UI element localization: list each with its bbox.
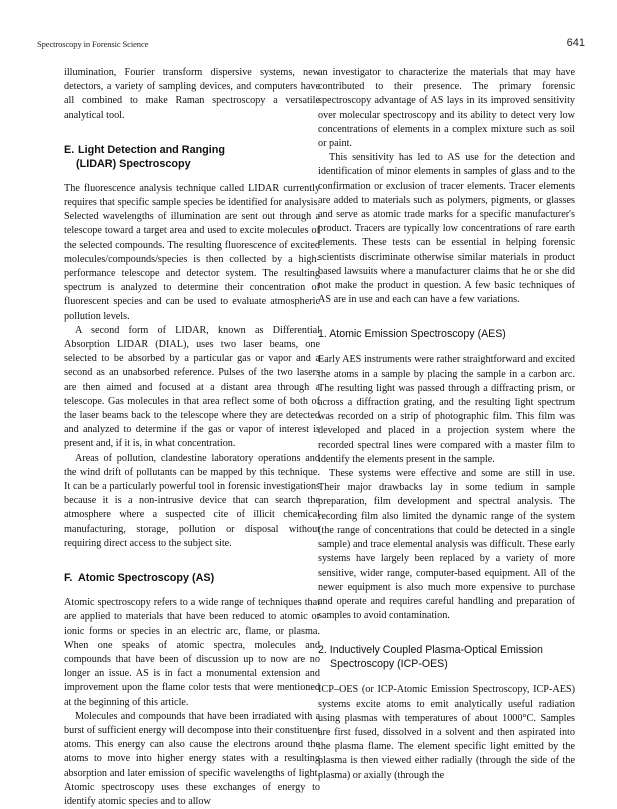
section-heading-f	[64, 571, 320, 585]
paragraph: Areas of pollution, clandestine laboratory operations and the wind drift of pollutants can be mapped by this technique. It can be a particularly powerful tool in forensic investigations because it is a non-intrusive device that can search the atmosphere where a suspected cite of illicit chemical manufacturing, storage, pollution or disposal without requiring direct access to the subject site.	[64, 452, 320, 549]
paragraph: an investigator to characterize the materials that may have contributed to their presence. The primary forensic spectroscopy advantage of AS lays in its improved sensitivity over molecular spectroscopy and its ability to detect very low concentrations of elements in a complex mixture such as soil or paint.	[318, 67, 575, 150]
paragraph: illumination, Fourier transform dispersive systems, new detectors, a variety of sampling devices, and computers have all combined to make Raman spectroscopy a versatile analytical tool.	[64, 67, 320, 121]
subsection-title-line2: Spectroscopy (ICP-OES)	[330, 658, 448, 671]
paragraph: Early AES instruments were rather straightforward and excited the atoms in a sample by placing the sample in a carbon arc. The resulting light was passed through a diffracting prism, or across a diffraction grating, and the resulting light spectrum was recorded on a strip of photographic film. This film was developed and placed in a projection system where the recorded spectral lines were compared with a master film to identify the elements present in the sample.	[318, 354, 575, 465]
paragraph: ICP–OES (or ICP-Atomic Emission Spectroscopy, ICP-AES) systems excite atoms to emit analytically useful radiation using plasmas with temperatures of about 1000°C. Samples are first fused, dissolved in a solvent and then aspirated into the plasma flame. The element specific light emitted by the plasma is then viewed either radially (through the side of the plasma) or axially (through the	[318, 684, 575, 781]
subsection-number: 1.	[318, 328, 327, 341]
subsection-number: 2.	[318, 644, 327, 657]
paragraph: A second form of LIDAR, known as Differential Absorption LIDAR (DIAL), uses two laser beams, one selected to be absorbed by a particular gas or vapor and a second as an unabsorbed reference. Pulses of the two lasers are then aimed and focused at a distant area through a telescope. Gas molecules in that area reflect some of both of the laser beams back to the telescope where they are detected and analyzed to determine if the gas or vapor of interest is present and, if it is, in what concentration.	[64, 324, 320, 450]
subsection-heading-2	[318, 643, 575, 671]
page-number: 641	[566, 37, 585, 49]
subsection-heading-1	[318, 327, 575, 341]
paragraph: These systems were effective and some are still in use. Their major drawbacks lay in some tedium in sample preparation, film development and spectral analysis. The recording film also limited the dynamic range of the system (the range of concentrations that could be detected in a single sample) and trace elemental analysis was difficult. These early systems have largely been replaced by a variety of more sensitive, wider range, computer-based equipment. All of the newer equipment is also much more expensive to purchase and operate and requires careful handling and preparation of samples to avoid contamination.	[318, 468, 575, 622]
running-head	[37, 39, 585, 55]
section-heading-e	[64, 143, 320, 171]
running-head-title: Spectroscopy in Forensic Science	[37, 39, 149, 49]
paragraph: The fluorescence analysis technique called LIDAR currently requires that specific sample species be identified for analysis. Selected wavelengths of illumination are sent out through a telescope toward a target area and used to excite molecules of the selected compounds. The resulting fluorescence of excited molecules/compounds/species is then collected by a high-performance telescope and detector system. The resulting spectrum is analyzed to determine their concentration of fluorescent species and can be used to evaluate atmospheric pollution levels.	[64, 182, 320, 322]
right-column	[318, 66, 575, 783]
section-number: E.	[64, 143, 75, 156]
section-title-line1: Light Detection and Ranging	[78, 143, 225, 156]
left-column	[64, 66, 320, 809]
section-title-line2: (LIDAR) Spectroscopy	[76, 157, 191, 170]
subsection-title-line1: Inductively Coupled Plasma-Optical Emission	[329, 644, 543, 657]
subsection-title: Atomic Emission Spectroscopy (AES)	[329, 328, 506, 341]
paragraph: This sensitivity has led to AS use for the detection and identification of minor elements in samples of glass and to the confirmation or exclusion of tracer elements. Tracer elements are added to materials such as polymers, pigments, or glasses and serve as atomic trade marks for a specific manufacturer's product. Tracers are typically low concentrations of rare earth elements. These tests can be essential in helping forensic scientists discriminate otherwise similar materials in product based lawsuits where a manufacturer claims that he or she did not make the product in question. A few basic techniques of AS are in use and each can have a few variations.	[318, 152, 575, 306]
paragraph: Atomic spectroscopy refers to a wide range of techniques that are applied to materials that have been reduced to atomic or ionic forms or species in an electric arc, flame, or plasma. When one speaks of atomic spectra, molecules and compounds that have been of discussion up to now are no longer an issue. AS is in fact a monumental extension and improvement upon the flame color tests that were mentioned at the beginning of this article.	[64, 597, 320, 708]
section-number: F.	[64, 572, 73, 585]
paragraph: Molecules and compounds that have been irradiated with a burst of sufficient energy will decompose into their constituent atoms. This energy can also cause the electrons around the atoms to move into higher energy states with a resulting absorption and later emission of specific wavelengths of light. Atomic spectroscopy uses these exchanges of energy to identify atomic species and to allow	[64, 710, 320, 807]
section-title: Atomic Spectroscopy (AS)	[78, 572, 215, 585]
